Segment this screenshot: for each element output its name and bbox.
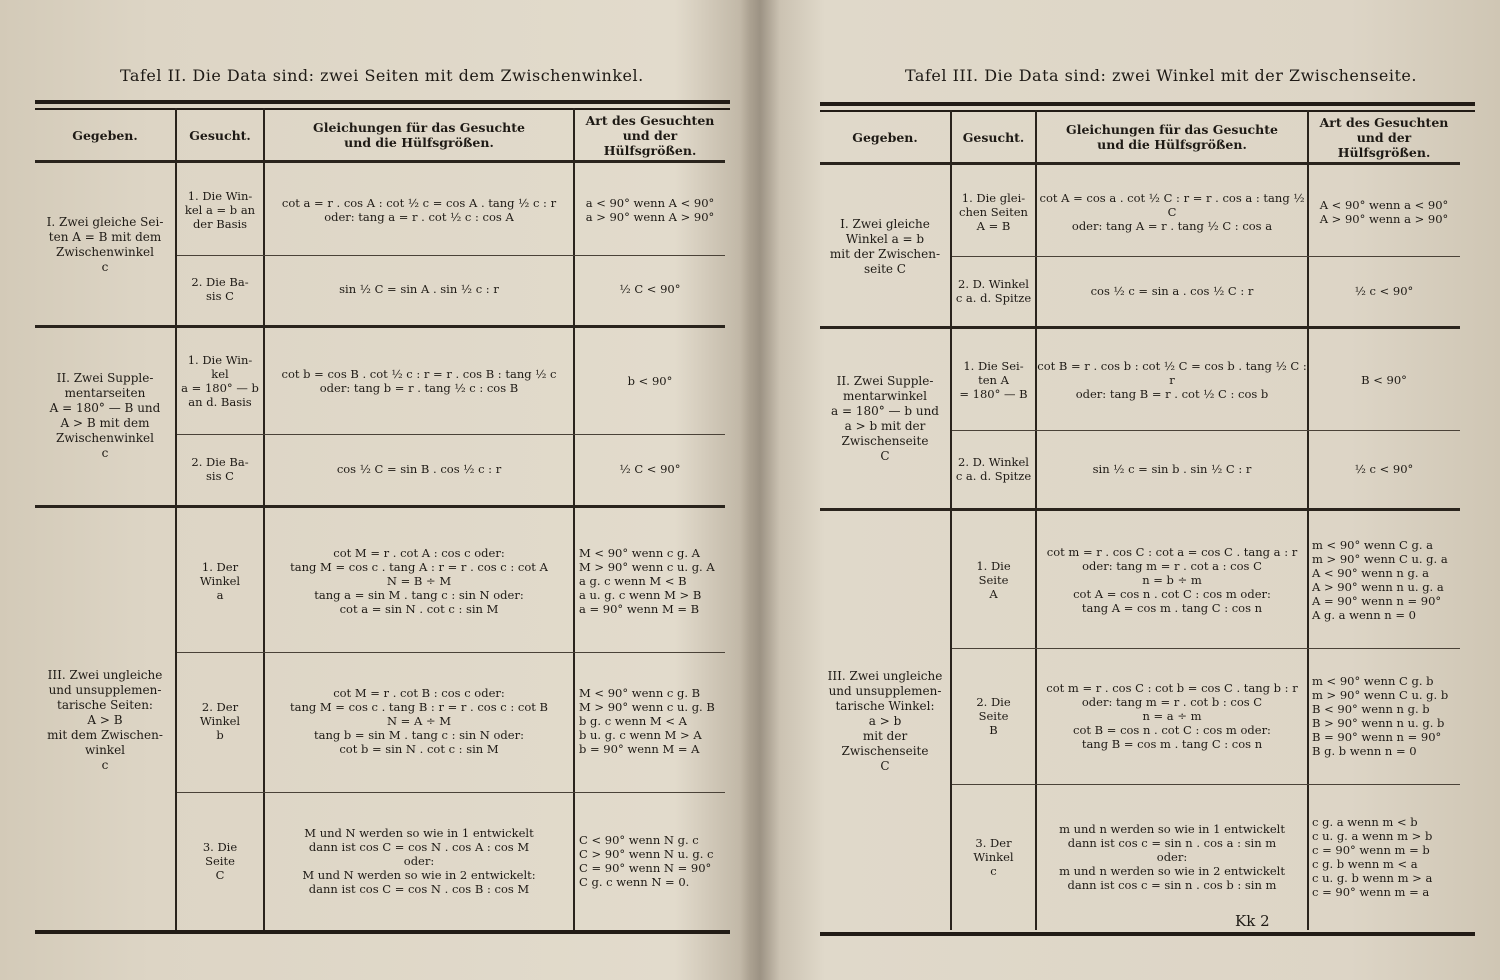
row-rule <box>952 430 1460 431</box>
kind-cell: b < 90° <box>627 374 673 388</box>
given-group-2: II. Zwei Supple- mentarseiten A = 180° — B und A > B mit dem Zwischenwinkel c <box>49 371 161 460</box>
book-gutter <box>740 0 780 980</box>
sought-cell: 2. Die Ba- sis C <box>191 275 249 303</box>
sought-cell: 2. D. Winkel c a. d. Spitze <box>955 455 1032 483</box>
bottom-rule <box>820 932 1475 936</box>
header-given: Gegeben. <box>852 129 918 145</box>
kind-cell: ½ c < 90° <box>1354 284 1414 298</box>
equation-cell: sin ½ C = sin A . sin ½ c : r <box>339 282 499 296</box>
group-rule <box>820 326 1460 329</box>
equation-cell: cot M = r . cot B : cos c oder: tang M = cos c . tang B : r = r . cos c : cot B N = A ÷ M tang b = sin M . tang c : sin N oder: cot b = sin N . cot c : sin M <box>289 686 549 756</box>
signature-mark: Kk 2 <box>1235 912 1270 930</box>
equation-cell: m und n werden so wie in 1 entwickelt dann ist cos c = sin n . cos a : sin m oder: m und n werden so wie in 2 entwickelt dann ist cos c = sin n . cos b : sin m <box>1059 822 1285 892</box>
row-rule <box>952 784 1460 785</box>
kind-cell: A < 90° wenn a < 90° A > 90° wenn a > 90° <box>1319 198 1449 226</box>
right-page <box>815 0 1475 980</box>
kind-cell: B < 90° <box>1361 373 1407 387</box>
equation-cell: cot M = r . cot A : cos c oder: tang M = cos c . tang A : r = r . cos c : cot A N = B ÷ M tang a = sin M . tang c : sin N oder: cot a = sin N . cot c : sin M <box>290 546 548 616</box>
sought-cell: 2. Die Seite B <box>976 695 1011 737</box>
sought-cell: 1. Die Win- kel a = b an der Basis <box>184 189 256 231</box>
equation-cell: sin ½ c = sin b . sin ½ C : r <box>1092 462 1252 476</box>
sought-cell: 1. Die glei- chen Seiten A = B <box>959 191 1028 233</box>
sought-cell: 3. Die Seite C <box>202 840 238 882</box>
header-equations: Gleichungen für das Gesuchte und die Hülfsgrößen. <box>313 120 525 150</box>
equation-cell: cot B = r . cos b : cot ½ C = cos b . tang ½ C : r oder: tang B = r . cot ½ C : cos b <box>1037 359 1307 401</box>
kind-cell: a < 90° wenn A < 90° a > 90° wenn A > 90° <box>585 196 715 224</box>
kind-cell: ½ c < 90° <box>1354 462 1414 476</box>
group-rule <box>35 505 725 508</box>
row-rule <box>952 256 1460 257</box>
left-page <box>30 0 730 980</box>
kind-cell: c g. a wenn m < b c u. g. a wenn m > b c = 90° wenn m = b c g. b wenn m < a c u. g. b wenn m > a c = 90° wenn m = a <box>1312 815 1433 899</box>
sought-cell: 2. Der Winkel b <box>199 700 241 742</box>
header-sought: Gesucht. <box>189 127 251 143</box>
given-group-3: III. Zwei ungleiche und unsupplemen- tarische Winkel: a > b mit der Zwischenseite C <box>827 668 943 773</box>
sought-cell: 3. Der Winkel c <box>973 836 1014 878</box>
sought-cell: 1. Die Sei- ten A = 180° — B <box>959 359 1028 401</box>
given-group-2: II. Zwei Supple- mentarwinkel a = 180° — b und a > b mit der Zwischenseite C <box>830 374 939 463</box>
kind-cell: C < 90° wenn N g. c C > 90° wenn N u. g. c C = 90° wenn N = 90° C g. c wenn N = 0. <box>579 833 714 889</box>
equation-cell: M und N werden so wie in 1 entwickelt dann ist cos C = cos N . cos A : cos M oder: M und N werden so wie in 2 entwickelt: dann ist cos C = cos N . cos B : cos M <box>302 826 536 896</box>
row-rule <box>177 652 725 653</box>
header-given: Gegeben. <box>72 127 138 143</box>
top-rule <box>820 102 1475 106</box>
row-rule <box>177 434 725 435</box>
group-rule <box>35 325 725 328</box>
row-rule <box>952 648 1460 649</box>
header-kind: Art des Gesuchten und der Hülfsgrößen. <box>1319 114 1449 160</box>
equation-cell: cos ½ c = sin a . cos ½ C : r <box>1090 284 1254 298</box>
given-group-3: III. Zwei ungleiche und unsupplemen- tarische Seiten: A > B mit dem Zwischen- winkel c <box>47 667 163 772</box>
equation-cell: cot m = r . cos C : cot a = cos C . tang a : r oder: tang m = r . cot a : cos C n = b ÷ m cot A = cos n . cot C : cos m oder: tang A = cos m . tang C : cos n <box>1046 545 1298 615</box>
equation-cell: cot m = r . cos C : cot b = cos C . tang b : r oder: tang m = r . cot b : cos C n = a ÷ m cot B = cos n . cot C : cos m oder: tang B = cos m . tang C : cos n <box>1046 681 1298 751</box>
equation-cell: cot A = cos a . cot ½ C : r = r . cos a : tang ½ C oder: tang A = r . tang ½ C : cos a <box>1039 191 1305 233</box>
row-rule <box>177 255 725 256</box>
kind-cell: M < 90° wenn c g. B M > 90° wenn c u. g. B b g. c wenn M < A b u. g. c wenn M > A b = 90° wenn M = A <box>579 686 715 756</box>
header-equations: Gleichungen für das Gesuchte und die Hülfsgrößen. <box>1066 122 1278 152</box>
given-group-1: I. Zwei gleiche Sei- ten A = B mit dem Zwischenwinkel c <box>46 215 164 274</box>
sought-cell: 1. Die Win- kel a = 180° — b an d. Basis <box>181 353 259 409</box>
sought-cell: 1. Die Seite A <box>976 559 1011 601</box>
page-title: Tafel II. Die Data sind: zwei Seiten mit dem Zwischenwinkel. <box>120 66 644 85</box>
kind-cell: ½ C < 90° <box>619 282 681 296</box>
sought-cell: 2. Die Ba- sis C <box>191 455 249 483</box>
equation-cell: cos ½ C = sin B . cos ½ c : r <box>336 462 502 476</box>
kind-cell: m < 90° wenn C g. a m > 90° wenn C u. g. a A < 90° wenn n g. a A > 90° wenn n u. g. a A = 90° wenn n = 90° A g. a wenn n = 0 <box>1312 538 1448 622</box>
top-rule-thin <box>35 108 730 110</box>
row-rule <box>177 792 725 793</box>
bottom-rule <box>35 930 730 934</box>
top-rule-thin <box>820 110 1475 112</box>
kind-cell: M < 90° wenn c g. A M > 90° wenn c u. g. A a g. c wenn M < B a u. g. c wenn M > B a = 90° wenn M = B <box>579 546 715 616</box>
header-rule <box>820 162 1460 165</box>
equation-cell: cot b = cos B . cot ½ c : r = r . cos B : tang ½ c oder: tang b = r . tang ½ c : cos B <box>281 367 557 395</box>
given-group-1: I. Zwei gleiche Winkel a = b mit der Zwischen- seite C <box>829 217 941 276</box>
page-title: Tafel III. Die Data sind: zwei Winkel mit der Zwischenseite. <box>905 66 1417 85</box>
group-rule <box>820 508 1460 511</box>
sought-cell: 1. Der Winkel a <box>199 560 241 602</box>
header-rule <box>35 160 725 163</box>
sought-cell: 2. D. Winkel c a. d. Spitze <box>955 277 1032 305</box>
header-sought: Gesucht. <box>962 129 1025 145</box>
equation-cell: cot a = r . cos A : cot ½ c = cos A . tang ½ c : r oder: tang a = r . cot ½ c : cos A <box>281 196 557 224</box>
kind-cell: m < 90° wenn C g. b m > 90° wenn C u. g. b B < 90° wenn n g. b B > 90° wenn n u. g. b B = 90° wenn n = 90° B g. b wenn n = 0 <box>1312 674 1449 758</box>
header-kind: Art des Gesuchten und der Hülfsgrößen. <box>585 112 715 158</box>
top-rule <box>35 100 730 104</box>
kind-cell: ½ C < 90° <box>619 462 681 476</box>
